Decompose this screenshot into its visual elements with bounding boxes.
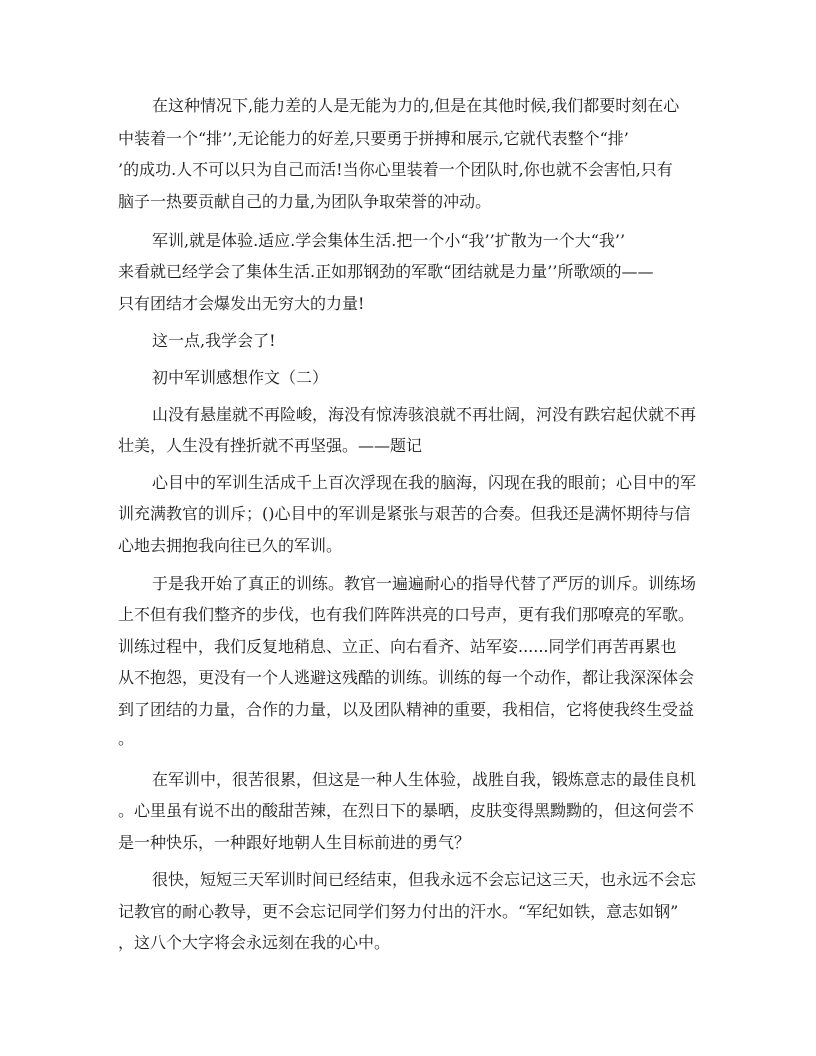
text-line: 心目中的军训生活成千上百次浮现在我的脑海，闪现在我的眼前；心目中的军 — [152, 473, 697, 492]
text-line: 上不但有我们整齐的步伐，也有我们阵阵洪亮的口号声，更有我们那嘹亮的军歌。 — [118, 605, 695, 624]
text-line: 。 — [118, 729, 135, 748]
text-line: 在这种情况下,能力差的人是无能为力的,但是在其他时候,我们都要时刻在心 — [152, 96, 680, 115]
text-line: 中装着一个“排’’,无论能力的好差,只要勇于拼搏和展示,它就代表整个“排’ — [118, 129, 629, 148]
text-line: 于是我开始了真正的训练。教官一遍遍耐心的指导代替了严厉的训斥。训练场 — [152, 574, 697, 593]
section-heading: 初中军训感想作文（二） — [152, 368, 329, 387]
text-line: 训充满教官的训斥；()心目中的军训是紧张与艰苦的合奏。但我还是满怀期待与信 — [118, 504, 691, 523]
text-line: 壮美，人生没有挫折就不再坚强。——题记 — [118, 436, 423, 455]
text-line: 从不抱怨，更没有一个人逃避这残酷的训练。训练的每一个动作，都让我深深体会 — [118, 668, 695, 687]
text-line: 只有团结才会爆发出无穷大的力量! — [118, 294, 365, 313]
text-line: 心地去拥抱我向往已久的军训。 — [118, 536, 343, 555]
text-line: 来看就已经学会了集体生活.正如那钢劲的军歌“团结就是力量’’所歌颂的—— — [118, 262, 654, 281]
text-line: 。心里虽有说不出的酸甜苦辣，在烈日下的暴晒，皮肤变得黑黝黝的，但这何尝不 — [118, 801, 695, 820]
text-line: ，这八个大字将会永远刻在我的心中。 — [118, 933, 391, 952]
text-line: 军训,就是体验.适应.学会集体生活.把一个小“我’’扩散为一个大“我’’ — [152, 231, 626, 250]
text-line: 很快，短短三天军训时间已经结束，但我永远不会忘记这三天，也永远不会忘 — [152, 870, 697, 889]
text-line: 在军训中，很苦很累，但这是一种人生体验，战胜自我，锻炼意志的最佳良机 — [152, 770, 697, 789]
text-line: 是一种快乐，一种跟好地朝人生目标前进的勇气？ — [118, 833, 471, 852]
text-line: 到了团结的力量，合作的力量，以及团队精神的重要，我相信，它将使我终生受益 — [118, 700, 695, 719]
text-line: 这一点,我学会了! — [152, 331, 276, 350]
text-line: 记教官的耐心教导，更不会忘记同学们努力付出的汗水。“军纪如铁，意志如钢” — [118, 902, 679, 921]
text-line: 山没有悬崖就不再险峻，海没有惊涛骇浪就不再壮阔，河没有跌宕起伏就不再 — [152, 405, 697, 424]
text-line: 脑子一热要贡献自己的力量,为团队争取荣誉的冲动。 — [118, 192, 492, 211]
text-line: 训练过程中，我们反复地稍息、立正、向右看齐、站军姿......同学们再苦再累也 — [118, 637, 677, 656]
text-line: ’的成功.人不可以只为自己而活!当你心里装着一个团队时,你也就不会害怕,只有 — [118, 160, 673, 179]
